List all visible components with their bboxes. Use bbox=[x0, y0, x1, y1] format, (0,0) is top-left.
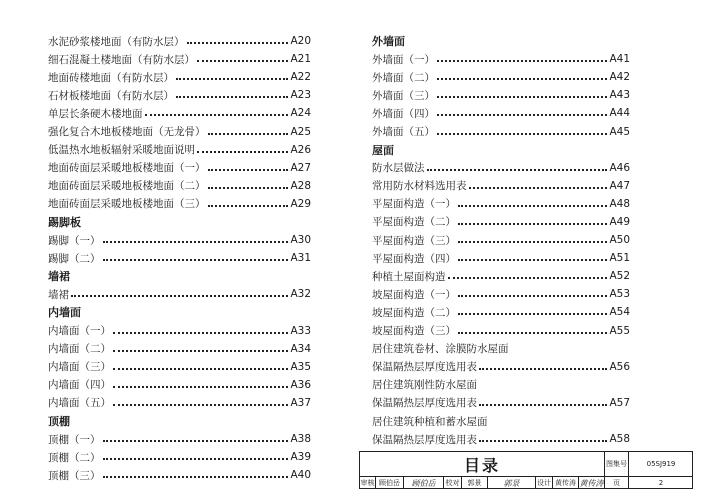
toc-entry-label: 外墙面（三） bbox=[372, 89, 435, 102]
toc-entry-page-code: A46 bbox=[609, 161, 630, 174]
toc-entry bbox=[372, 267, 630, 285]
dot-leader bbox=[458, 205, 607, 207]
dot-leader bbox=[437, 114, 607, 116]
dot-leader bbox=[479, 404, 607, 406]
toc-entry-page-code: A25 bbox=[290, 125, 311, 138]
toc-entry bbox=[372, 86, 630, 104]
subheading-text bbox=[372, 376, 630, 394]
atlas-number: 05SJ919 bbox=[629, 452, 693, 477]
toc-entry-page-code: A44 bbox=[609, 107, 630, 120]
toc-entry-label: 外墙面（一） bbox=[372, 53, 435, 66]
dot-leader bbox=[448, 277, 608, 279]
toc-entry-label: 外墙面（四） bbox=[372, 107, 435, 120]
toc-entry-page-code: A35 bbox=[290, 360, 311, 373]
section-heading-label: 外墙面 bbox=[372, 35, 405, 49]
toc-entry-page-code: A43 bbox=[609, 89, 630, 102]
toc-entry-label: 保温隔热层厚度选用表 bbox=[372, 361, 477, 374]
toc-entry bbox=[48, 195, 311, 213]
toc-entry bbox=[372, 249, 630, 267]
reviewer-signature: 顾伯岳 bbox=[404, 477, 444, 489]
toc-entry-page-code: A47 bbox=[609, 179, 630, 192]
dot-leader bbox=[208, 187, 289, 189]
toc-entry-label: 坡屋面构造（二） bbox=[372, 306, 456, 319]
toc-entry bbox=[48, 322, 311, 340]
toc-entry-label: 外墙面（二） bbox=[372, 71, 435, 84]
toc-entry-page-code: A29 bbox=[290, 197, 311, 210]
dot-leader bbox=[103, 476, 289, 478]
dot-leader bbox=[176, 96, 288, 98]
toc-entry bbox=[48, 32, 311, 50]
toc-entry-page-code: A55 bbox=[609, 324, 630, 337]
toc-entry bbox=[372, 213, 630, 231]
section-heading bbox=[48, 303, 311, 321]
toc-entry-label: 顶棚（一） bbox=[48, 433, 101, 446]
toc-entry-page-code: A38 bbox=[290, 433, 311, 446]
title-block bbox=[359, 451, 693, 489]
toc-entry-label: 强化复合木地板楼地面（无龙骨） bbox=[48, 126, 206, 139]
dot-leader bbox=[103, 440, 289, 442]
toc-entry-page-code: A49 bbox=[609, 215, 630, 228]
toc-entry-page-code: A41 bbox=[609, 53, 630, 66]
reviewer-name: 顾伯岳 bbox=[376, 477, 404, 489]
toc-entry-label: 顶棚（二） bbox=[48, 451, 101, 464]
dot-leader bbox=[113, 332, 288, 334]
section-heading bbox=[372, 32, 630, 50]
toc-left-column bbox=[48, 32, 311, 484]
toc-entry-page-code: A57 bbox=[609, 396, 630, 409]
design-label: 设计 bbox=[537, 479, 551, 487]
toc-entry-label: 内墙面（一） bbox=[48, 325, 111, 338]
toc-entry-label: 踢脚（一） bbox=[48, 234, 101, 247]
toc-entry bbox=[372, 430, 630, 448]
toc-entry bbox=[48, 104, 311, 122]
toc-entry-label: 平屋面构造（三） bbox=[372, 234, 456, 247]
toc-entry-page-code: A21 bbox=[290, 53, 311, 66]
section-heading-label: 墙裙 bbox=[48, 270, 70, 284]
toc-entry-page-code: A28 bbox=[290, 179, 311, 192]
dot-leader bbox=[103, 241, 289, 243]
dot-leader bbox=[458, 241, 607, 243]
toc-entry-page-code: A52 bbox=[609, 270, 630, 283]
toc-entry bbox=[48, 285, 311, 303]
toc-entry-label: 墙裙 bbox=[48, 288, 69, 301]
dot-leader bbox=[187, 42, 289, 44]
subheading-text bbox=[372, 412, 630, 430]
toc-entry-page-code: A20 bbox=[290, 35, 311, 48]
toc-entry-page-code: A40 bbox=[290, 469, 311, 482]
toc-entry bbox=[48, 177, 311, 195]
toc-entry-label: 踢脚（二） bbox=[48, 252, 101, 265]
dot-leader bbox=[479, 440, 607, 442]
toc-entry-label: 地面砖楼地面（有防水层） bbox=[48, 71, 174, 84]
toc-entry-page-code: A54 bbox=[609, 306, 630, 319]
page-number: 2 bbox=[658, 479, 664, 487]
toc-entry-page-code: A58 bbox=[609, 433, 630, 446]
toc-entry bbox=[372, 285, 630, 303]
dot-leader bbox=[427, 169, 608, 171]
toc-entry-label: 坡屋面构造（三） bbox=[372, 325, 456, 338]
toc-entry-page-code: A33 bbox=[290, 324, 311, 337]
toc-entry-label: 常用防水材料选用表 bbox=[372, 180, 467, 193]
dot-leader bbox=[458, 223, 607, 225]
toc-entry bbox=[48, 448, 311, 466]
dot-leader bbox=[469, 187, 608, 189]
section-heading bbox=[372, 141, 630, 159]
toc-entry-page-code: A36 bbox=[290, 378, 311, 391]
toc-entry-page-code: A31 bbox=[290, 252, 311, 265]
toc-entry-page-code: A45 bbox=[609, 125, 630, 138]
toc-entry-page-code: A22 bbox=[290, 71, 311, 84]
toc-entry bbox=[372, 104, 630, 122]
toc-entry bbox=[372, 195, 630, 213]
page-label: 页 bbox=[605, 477, 629, 489]
dot-leader bbox=[437, 133, 607, 135]
dot-leader bbox=[458, 259, 607, 261]
subheading-label: 居住建筑刚性防水屋面 bbox=[372, 379, 477, 392]
toc-entry-label: 保温隔热层厚度选用表 bbox=[372, 397, 477, 410]
toc-entry-label: 顶棚（三） bbox=[48, 469, 101, 482]
review-label: 审核 bbox=[360, 479, 375, 487]
dot-leader bbox=[208, 205, 289, 207]
toc-entry-page-code: A42 bbox=[609, 71, 630, 84]
toc-entry-page-code: A26 bbox=[290, 143, 311, 156]
toc-entry-page-code: A39 bbox=[290, 451, 311, 464]
toc-entry-label: 内墙面（五） bbox=[48, 397, 111, 410]
toc-entry-page-code: A24 bbox=[290, 107, 311, 120]
section-heading-label: 顶棚 bbox=[48, 415, 70, 429]
designer-signature: 黄传涛 bbox=[579, 478, 604, 488]
toc-entry-page-code: A51 bbox=[609, 252, 630, 265]
atlas-number-label: 图集号 bbox=[605, 452, 629, 477]
toc-entry bbox=[372, 231, 630, 249]
dot-leader bbox=[113, 386, 288, 388]
toc-entry-label: 种植土屋面构造 bbox=[372, 270, 446, 283]
checker-name: 郭景 bbox=[462, 477, 488, 489]
toc-entry bbox=[372, 358, 630, 376]
toc-entry-page-code: A30 bbox=[290, 234, 311, 247]
page-title: 目录 bbox=[360, 452, 605, 477]
dot-leader bbox=[458, 313, 607, 315]
toc-entry bbox=[48, 340, 311, 358]
toc-entry bbox=[48, 358, 311, 376]
toc-entry bbox=[48, 141, 311, 159]
dot-leader bbox=[208, 169, 289, 171]
toc-entry bbox=[48, 466, 311, 484]
check-label: 校对 bbox=[444, 477, 462, 489]
section-heading-label: 踢脚板 bbox=[48, 215, 81, 229]
toc-entry-label: 内墙面（三） bbox=[48, 361, 111, 374]
toc-entry-label: 细石混凝土楼地面（有防水层） bbox=[48, 53, 195, 66]
designer-name: 黄传涛 bbox=[553, 477, 579, 489]
toc-entry-label: 平屋面构造（一） bbox=[372, 198, 456, 211]
toc-entry-page-code: A32 bbox=[290, 288, 311, 301]
dot-leader bbox=[197, 60, 288, 62]
dot-leader bbox=[458, 332, 607, 334]
toc-entry-page-code: A48 bbox=[609, 197, 630, 210]
dot-leader bbox=[176, 78, 288, 80]
toc-entry-label: 坡屋面构造（一） bbox=[372, 288, 456, 301]
toc-entry-label: 内墙面（二） bbox=[48, 343, 111, 356]
toc-entry-page-code: A37 bbox=[290, 396, 311, 409]
dot-leader bbox=[479, 368, 607, 370]
toc-entry bbox=[48, 159, 311, 177]
toc-entry-label: 外墙面（五） bbox=[372, 126, 435, 139]
toc-entry bbox=[48, 231, 311, 249]
dot-leader bbox=[437, 96, 607, 98]
dot-leader bbox=[71, 295, 288, 297]
toc-entry bbox=[372, 50, 630, 68]
section-heading bbox=[48, 267, 311, 285]
subheading-label: 居住建筑卷材、涂膜防水屋面 bbox=[372, 343, 509, 356]
toc-entry bbox=[372, 322, 630, 340]
section-heading bbox=[48, 412, 311, 430]
toc-entry bbox=[48, 394, 311, 412]
section-heading bbox=[48, 213, 311, 231]
toc-entry-page-code: A50 bbox=[609, 234, 630, 247]
dot-leader bbox=[103, 458, 289, 460]
toc-entry-page-code: A23 bbox=[290, 89, 311, 102]
toc-entry bbox=[48, 122, 311, 140]
dot-leader bbox=[458, 295, 607, 297]
dot-leader bbox=[113, 404, 288, 406]
toc-entry-page-code: A56 bbox=[609, 360, 630, 373]
checker-signature: 郭景 bbox=[488, 477, 536, 489]
section-heading-label: 屋面 bbox=[372, 143, 394, 157]
dot-leader bbox=[113, 350, 288, 352]
dot-leader bbox=[103, 259, 289, 261]
toc-entry bbox=[48, 249, 311, 267]
toc-entry-page-code: A34 bbox=[290, 342, 311, 355]
dot-leader bbox=[437, 78, 607, 80]
toc-entry-label: 水泥砂浆楼地面（有防水层） bbox=[48, 35, 185, 48]
toc-entry-label: 平屋面构造（二） bbox=[372, 216, 456, 229]
dot-leader bbox=[113, 368, 288, 370]
toc-entry bbox=[372, 177, 630, 195]
section-heading-label: 内墙面 bbox=[48, 306, 81, 320]
toc-entry-label: 地面砖面层采暖地板楼地面（三） bbox=[48, 198, 206, 211]
toc-right-column bbox=[372, 32, 630, 448]
toc-entry-label: 内墙面（四） bbox=[48, 379, 111, 392]
dot-leader bbox=[437, 60, 607, 62]
toc-entry bbox=[372, 159, 630, 177]
toc-entry-label: 单层长条硬木楼地面 bbox=[48, 107, 143, 120]
toc-entry-label: 平屋面构造（四） bbox=[372, 252, 456, 265]
dot-leader bbox=[145, 114, 289, 116]
toc-entry bbox=[372, 122, 630, 140]
dot-leader bbox=[208, 133, 289, 135]
toc-entry bbox=[48, 376, 311, 394]
toc-entry-label: 地面砖面层采暖地板楼地面（二） bbox=[48, 180, 206, 193]
toc-entry-page-code: A27 bbox=[290, 161, 311, 174]
toc-entry-label: 石材板楼地面（有防水层） bbox=[48, 89, 174, 102]
toc-entry bbox=[48, 68, 311, 86]
toc-entry bbox=[48, 430, 311, 448]
subheading-label: 居住建筑种植和蓄水屋面 bbox=[372, 415, 488, 428]
toc-entry-page-code: A53 bbox=[609, 288, 630, 301]
toc-entry bbox=[372, 303, 630, 321]
toc-entry bbox=[48, 50, 311, 68]
subheading-text bbox=[372, 340, 630, 358]
toc-entry bbox=[372, 394, 630, 412]
toc-entry bbox=[372, 68, 630, 86]
toc-entry-label: 防水层做法 bbox=[372, 162, 425, 175]
dot-leader bbox=[197, 151, 288, 153]
toc-entry-label: 地面砖面层采暖地板楼地面（一） bbox=[48, 162, 206, 175]
toc-entry-label: 低温热水地板辐射采暖地面说明 bbox=[48, 144, 195, 157]
toc-entry bbox=[48, 86, 311, 104]
toc-entry-label: 保温隔热层厚度选用表 bbox=[372, 433, 477, 446]
